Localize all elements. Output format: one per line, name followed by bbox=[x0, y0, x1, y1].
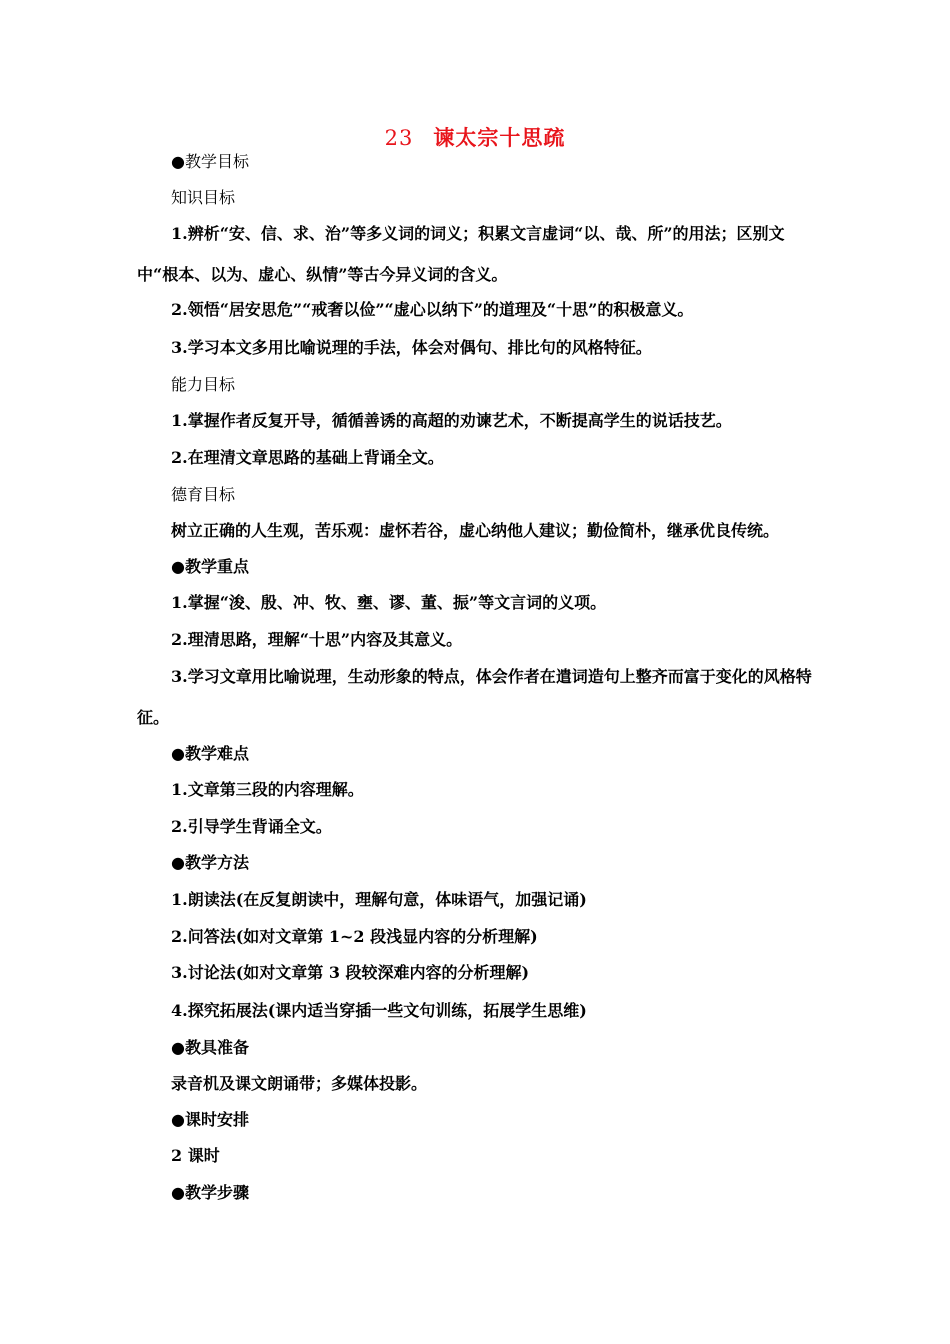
difficult-item-2: 2.引导学生背诵全文。 bbox=[171, 817, 332, 836]
key-heading: ●教学重点 bbox=[171, 557, 249, 576]
lesson-number: 23 bbox=[384, 126, 414, 150]
key-item-3: 3.学习文章用比喻说理，生动形象的特点，体会作者在遣词造句上整齐而富于变化的风格特征。 bbox=[137, 667, 812, 727]
key-item-1: 1.掌握“浚、殷、冲、牧、壅、谬、董、振”等文言词的义项。 bbox=[171, 593, 607, 612]
method-item-1: 1.朗读法(在反复朗读中，理解句意，体味语气，加强记诵) bbox=[171, 890, 587, 909]
method-item-4: 4.探究拓展法(课内适当穿插一些文句训练，拓展学生思维) bbox=[171, 1001, 587, 1020]
knowledge-heading: 知识目标 bbox=[171, 188, 236, 207]
hours-heading: ●课时安排 bbox=[171, 1110, 249, 1129]
hours-item-1: 2 课时 bbox=[171, 1146, 220, 1165]
moral-heading: 德育目标 bbox=[171, 485, 236, 504]
knowledge-item-1: 1.辨析“安、信、求、治”等多义词的词义；积累文言虚词“以、哉、所”的用法；区别文中“根本、以为、虚心、纵情”等古今异义词的含义。 bbox=[137, 224, 785, 284]
moral-item-1: 树立正确的人生观，苦乐观：虚怀若谷，虚心纳他人建议；勤俭简朴，继承优良传统。 bbox=[171, 521, 780, 540]
tools-heading: ●教具准备 bbox=[171, 1038, 249, 1057]
page-title bbox=[0, 122, 950, 152]
knowledge-item-3: 3.学习本文多用比喻说理的手法，体会对偶句、排比句的风格特征。 bbox=[171, 338, 652, 357]
tools-item-1: 录音机及课文朗诵带；多媒体投影。 bbox=[171, 1074, 428, 1093]
knowledge-item-2: 2.领悟“居安思危”“戒奢以俭”“虚心以纳下”的道理及“十思”的积极意义。 bbox=[171, 300, 694, 319]
difficult-item-1: 1.文章第三段的内容理解。 bbox=[171, 780, 364, 799]
difficult-heading: ●教学难点 bbox=[171, 744, 249, 763]
key-item-2: 2.理清思路，理解“十思”内容及其意义。 bbox=[171, 630, 463, 649]
method-item-3: 3.讨论法(如对文章第 3 段较深难内容的分析理解) bbox=[171, 963, 530, 982]
lesson-title: 谏太宗十思疏 bbox=[433, 125, 566, 150]
steps-heading: ●教学步骤 bbox=[171, 1183, 249, 1202]
ability-item-1: 1.掌握作者反复开导，循循善诱的高超的劝谏艺术，不断提高学生的说话技艺。 bbox=[171, 411, 732, 430]
method-item-2: 2.问答法(如对文章第 1~2 段浅显内容的分析理解) bbox=[171, 927, 538, 946]
ability-heading: 能力目标 bbox=[171, 375, 236, 394]
method-heading: ●教学方法 bbox=[171, 853, 249, 872]
goals-heading: ●教学目标 bbox=[171, 152, 249, 171]
ability-item-2: 2.在理清文章思路的基础上背诵全文。 bbox=[171, 448, 444, 467]
